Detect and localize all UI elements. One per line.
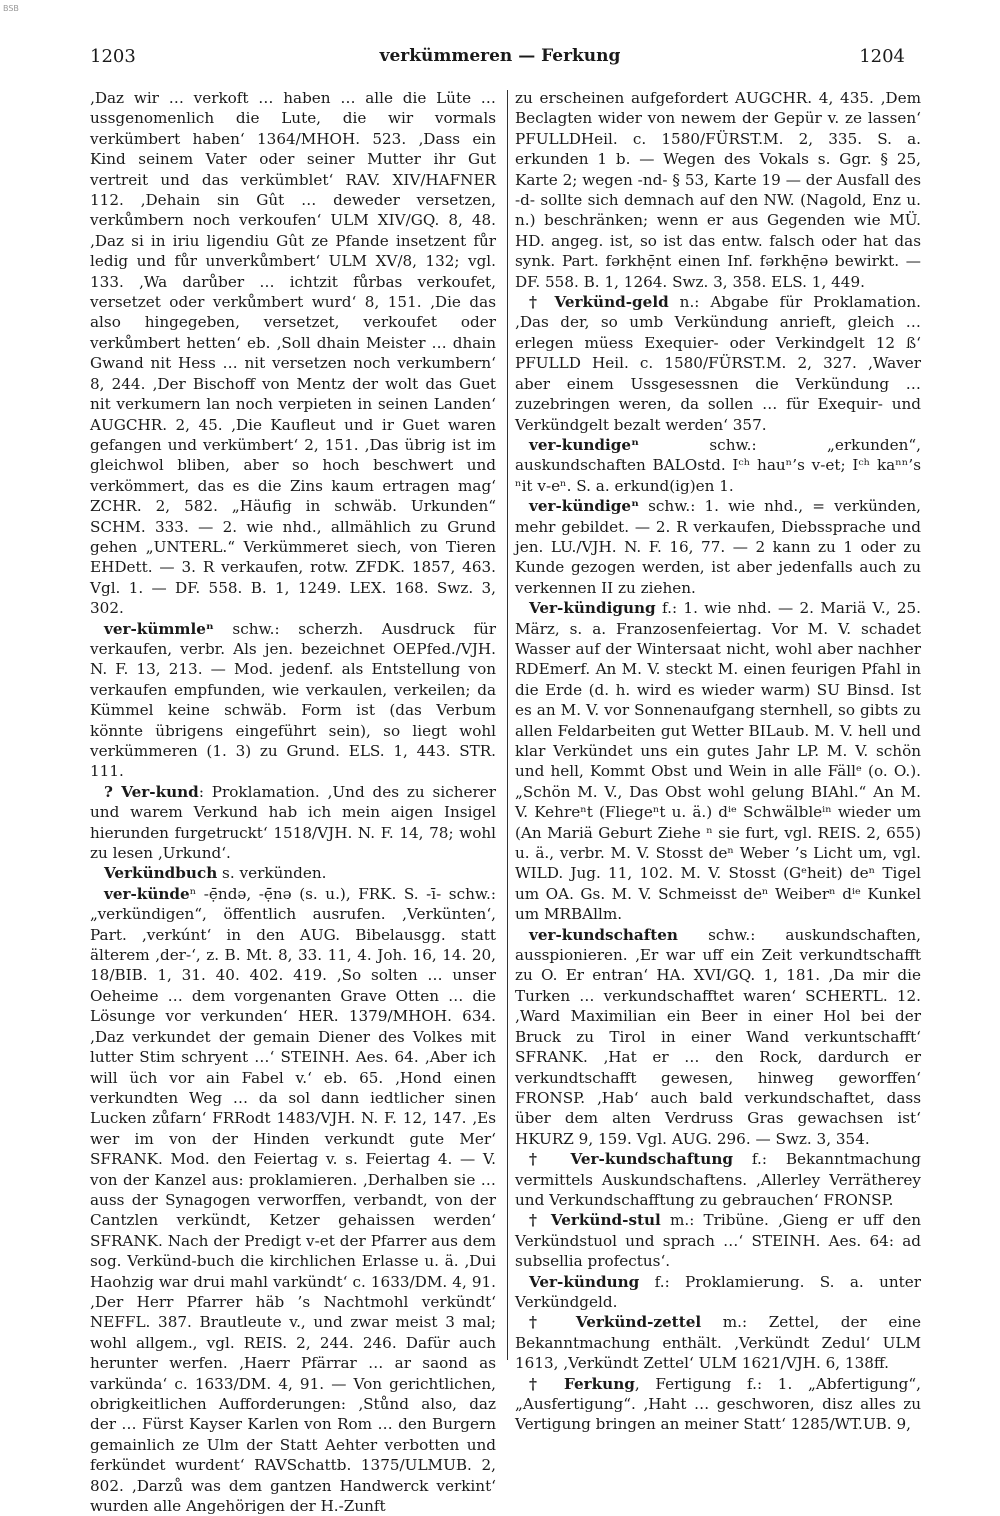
entry-headword: ? Ver-kund — [104, 782, 199, 801]
entry-body: m.: Zettel, der eine Bekanntmachung enthält. ‚Verkündt Zedul‘ ULM 1613, ‚Verkündt Zettel‘ ULM 1621/VJH. 6, 138ff. — [515, 1313, 921, 1373]
entry-headword: † Ferkung — [529, 1374, 635, 1393]
entry-body: f.: Bekanntmachung vermittels Auskundschaftens. ‚Allerley Verrätherey und Verkundschafftung zu gebrauchen‘ FRONSP. — [515, 1150, 921, 1209]
entry-headword: ver-kündigeⁿ — [529, 497, 639, 516]
dictionary-entry — [515, 1210, 921, 1271]
entry-body: schw.: „erkunden“, auskundschaften BALOstd. Iᶜʰ hauⁿ’s v-et; Iᶜʰ kaⁿⁿ’s ⁿit v-eⁿ. S. a. erkund(ig)en 1. — [515, 435, 921, 495]
dictionary-entry — [515, 292, 921, 435]
entry-headword: † Verkünd-stul — [529, 1211, 661, 1230]
entry-headword: ver-kümmleⁿ — [104, 619, 214, 638]
entry-body: schw.: 1. wie nhd., = verkünden, mehr gebildet. — 2. R verkaufen, Diebssprache und jen. LU./VJH. N. F. 16, 77. — 2 kann zu 1 oder zu Kunde gezogen werden, ist aber jedenfalls auch zu verkennen II zu ziehen. — [515, 497, 921, 597]
continued-paragraph: ‚Daz wir … verkoft … haben … alle die Lüte … ussgenomenlich die Lute, die wir vormals verkümbert haben‘ 1364/MHOH. 523. ‚Dass ein Kind seinem Vater oder seiner Mutter ihr Gut vertreit und das verkümblet‘ RAV. XIV/HAFNER 112. ‚Dehain sin Gût … deweder versetzen, verkůmbern noch verkoufen‘ ULM XIV/GQ. 8, 48. ‚Daz si in iriu ligendiu Gût ze Pfande insetzent fůr ledig und fůr unverkůmbert‘ ULM XV/8, 132; vgl. 133. ‚Wa darůber … ichtzit fůrbas verkoufet, versetzet oder verkůmbert wurd‘ 8, 151. ‚Die das also hingegeben, versetzet, verkoufet oder verkůmbert hetten‘ eb. ‚Soll dhain Meister … dhain Gwand nit Hess … nit versetzen noch verkumbern‘ 8, 244. ‚Der Bischoff von Mentz der wolt das Guet nit verkumern lan noch verpieten in seinen Landen‘ AUGCHR. 2, 45. ‚Die Kaufleut und ir Guet waren gefangen und verkümbert‘ 2, 151. ‚Das übrig ist im gleichwol bliben, aber so hoch beschwert und verkömmert, das es die Zins kaum ertragen mag‘ ZCHR. 2, 582. „Häufig in schwäb. Urkunden“ SCHM. 333. — 2. wie nhd., allmählich zu Grund gehen „UNTERL.“ Verkümmeret siech, von Tieren EHDett. — 3. R verkaufen, rotw. ZFDK. 1857, 463. Vgl. 1. — DF. 558. B. 1, 1249. LEX. 168. Swz. 3, 302. — [90, 89, 496, 618]
entry-body: ⁿ -ẹ̄ndə, -ẹ̄nə (s. u.), FRK. S. -ī- schw.: „verkündigen“, öffentlich ausrufen. ‚Verkünten‘, Part. ‚verkúnt‘ in den AUG. Bibelausgg. statt älterem ‚der-‘, z. B. Mt. 8, 33. 11, 4. Joh. 16, 14. 20, 18/BIB. 1, 31. 40. 402. 419. ‚So solten … unser Oeheime … dem vorgenanten Grave Otten … die Lösunge vor verkunden‘ HER. 1379/MHOH. 634. ‚Daz verkundet der gemain Diener des Volkes mit lutter Stim schryent …‘ STEINH. Aes. 64. ‚Aber ich will üch vor ain Fabel v.‘ eb. 65. ‚Hond einen verkundten Weg … da sol dann iedtlicher sinen Lucken zůfarn‘ FRRodt 1483/VJH. N. F. 12, 147. ‚Es wer im von der Hinden verkundt gute Mer‘ SFRANK. Mod. den Feiertag v. s. Feiertag 4. — V. von der Kanzel aus: proklamieren. ‚Derhalben sie … auss der Synagogen verworffen, verbandt, von der Cantzlen verkündt, Ketzer gehaissen werden‘ SFRANK. Nach der Predigt v-et der Pfarrer aus dem sog. Verkünd-buch die kirchlichen Erlasse u. ä. ‚Dui Haohzig war drui mahl varkündt‘ c. 1633/DM. 4, 91. ‚Der Herr Pfarrer häb ’s Nachtmohl verkündt‘ NEFFL. 387. Brautleute v., und zwar meist 3 mal; wohl allgem., vgl. REIS. 2, 244. 246. Dafür auch herunter werfen. ‚Haerr Pfärrar … ar saond as varkünda‘ c. 1633/DM. 4, 91. — Von gerichtlichen, obrigkeitlichen Aufforderungen: ‚Stůnd also, daz der … Fürst Kayser Karlen von Rom … den Burgern gemainlich ze Ulm der Statt Aehter verbotten und ferkündet wurdent‘ RAVSchattb. 1375/ULMUB. 2, 802. ‚Darzů was dem gantzen Handwerck verkint‘ wurden alle Angehörigen der H.-Zunft — [90, 884, 496, 1516]
dictionary-entry — [90, 619, 496, 782]
dictionary-entry — [515, 925, 921, 1149]
entry-body: schw.: scherzh. Ausdruck für verkaufen, verbr. Als jen. bezeichnet OEPfed./VJH. N. F. 13, 213. — Mod. jedenf. als Entstellung von verkaufen empfunden, wie verkaulen, verkeilen; da Kümmel keine schwäb. Form ist (das Verbum könnte übrigens eingeführt sein), so liegt wohl verkümmeren (1. 3) zu Grund. ELS. 1, 443. STR. 111. — [90, 619, 496, 781]
library-stamp: BSB — [3, 4, 19, 13]
dictionary-entry — [515, 1272, 921, 1313]
entry-headword: † Verkünd-geld — [529, 293, 669, 312]
entry-headword: ver-künde — [104, 884, 190, 903]
dictionary-entry — [515, 1312, 921, 1373]
dictionary-entry — [515, 435, 921, 496]
entry-body: , Fertigung f.: 1. „Abfertigung“, „Ausfertigung“. ‚Haht … geschworen, disz alles zu Vertigung bringen an meiner Statt‘ 1285/WT.UB. 9, — [515, 1374, 921, 1434]
entry-body: f.: 1. wie nhd. — 2. Mariä V., 25. März, s. a. Franzosenfeiertag. Vor M. V. schadet Wasser auf der Wintersaat nicht, wohl aber nachher RDEmerf. An M. V. steckt M. einen feurigen Pfahl in die Erde (d. h. wird es wieder warm) SU Binsd. Ist es an M. V. vor Sonnenaufgang sternhell, so gibts zu allen Feldarbeiten gut Wetter BILaub. M. V. hell und klar Verkündet uns ein gutes Jahr LP. M. V. schön und hell, Kommt Obst und Wein in alle Fällᵉ (o. O.). „Schön M. V., Das Obst wohl gelung BIAhl.“ An M. V. Kehreⁿt (Fliegeⁿt u. ä.) dⁱᵉ Schwälbleⁱⁿ wieder um (An Mariä Geburt Ziehe ⁿ sie furt, vgl. REIS. 2, 655) u. ä., verbr. M. V. Stosst deⁿ Weber ’s Licht um, vgl. WILD. Jug. 11, 102. M. V. Stosst (Gᵉheit) deⁿ Tigel um OA. Gs. M. V. Schmeisst deⁿ Weiberⁿ dⁱᵉ Kunkel um MRBAllm. — [515, 599, 921, 924]
entry-body: n.: Abgabe für Proklamation. ‚Das der, so umb Verkündung anrieft, gleich … erlegen müess Exequier- oder Verkindgelt 12 ß‘ PFULLD Heil. c. 1580/FÜRST.M. 2, 327. ‚Waver aber einem Ussgesessnen die Verkündung … zuzebringen weren, da sollen … für Exequir- und Verkündgelt bezalt werden‘ 357. — [515, 293, 921, 434]
continued-paragraph: zu erscheinen aufgefordert AUGCHR. 4, 435. ‚Dem Beclagten wider von newem der Gepür v. ze lassen‘ PFULLDHeil. c. 1580/FÜRST.M. 2, 335. S. a. erkunden 1 b. — Wegen des Vokals s. Ggr. § 25, Karte 2; wegen -nd- § 53, Karte 19 — der Ausfall des -d- sollte sich demnach auf den NW. (Nagold, Enz u. n.) beschränken; wenn er aus Gegenden wie MÜ. HD. angeg. ist, so ist das entw. falsch oder hat das synk. Part. fərkhẹ̄nt einen Inf. fərkhẹ̄nə bewirkt. — DF. 558. B. 1, 1264. Swz. 3, 358. ELS. 1, 449. — [515, 89, 921, 291]
page-number-right: 1204 — [859, 46, 905, 67]
entry-headword: † Verkünd-zettel — [529, 1313, 702, 1332]
right-column — [515, 88, 921, 1435]
dictionary-entry — [90, 863, 496, 883]
dictionary-entry — [90, 884, 496, 1516]
dictionary-entry — [515, 496, 921, 598]
entry-body: schw.: auskundschaften, ausspionieren. ‚Er war uff ein Zeit verkundtschafft zu O. Er entran‘ HA. XVI/GQ. 1, 181. ‚Da mir die Turken … verkundschafftet waren‘ SCHERTL. 12. ‚Ward Maximilian ein Beer in einer Hol bei der Bruck zu Tirol in einer Wand verkuntschafft‘ SFRANK. ‚Hat er … den Rock, dardurch er verkundtschafft gewesen, hinweg geworffen‘ FRONSP. ‚Hab‘ auch bald verkundschaftet, dass über dem alten Verdruss Gras gewachsen ist‘ HKURZ 9, 159. Vgl. AUG. 296. — Swz. 3, 354. — [515, 925, 921, 1148]
left-column — [90, 88, 496, 1516]
dictionary-entry — [515, 1149, 921, 1210]
entry-body: : Proklamation. ‚Und des zu sicherer und warem Verkund hab ich mein aigen Insigel hierunden furgetruckt‘ 1518/VJH. N. F. 14, 78; wohl zu lesen ‚Urkund‘. — [90, 782, 496, 863]
entry-headword: ver-kundschaften — [529, 925, 678, 944]
entry-headword: ver-kundigeⁿ — [529, 435, 639, 454]
entry-body: f.: Proklamierung. S. a. unter Verkündgeld. — [515, 1272, 921, 1311]
entry-headword: Verkündbuch — [104, 864, 218, 883]
entry-body: m.: Tribüne. ‚Gieng er uff den Verkündstuol und sprach …‘ STEINH. Aes. 64: ad subsellia profectus‘. — [515, 1211, 921, 1271]
dictionary-entry — [515, 1374, 921, 1435]
page-number-left: 1203 — [90, 46, 136, 67]
entry-headword: Ver-kündigung — [529, 599, 656, 618]
column-divider — [507, 90, 508, 1360]
running-title: verkümmeren — Ferkung — [379, 46, 621, 66]
dictionary-entry — [90, 782, 496, 864]
entry-body: s. verkünden. — [217, 864, 327, 883]
entry-headword: † Ver-kundschaftung — [529, 1150, 733, 1169]
dictionary-entry — [515, 598, 921, 925]
page-header — [70, 42, 930, 72]
entry-headword: Ver-kündung — [529, 1272, 640, 1291]
